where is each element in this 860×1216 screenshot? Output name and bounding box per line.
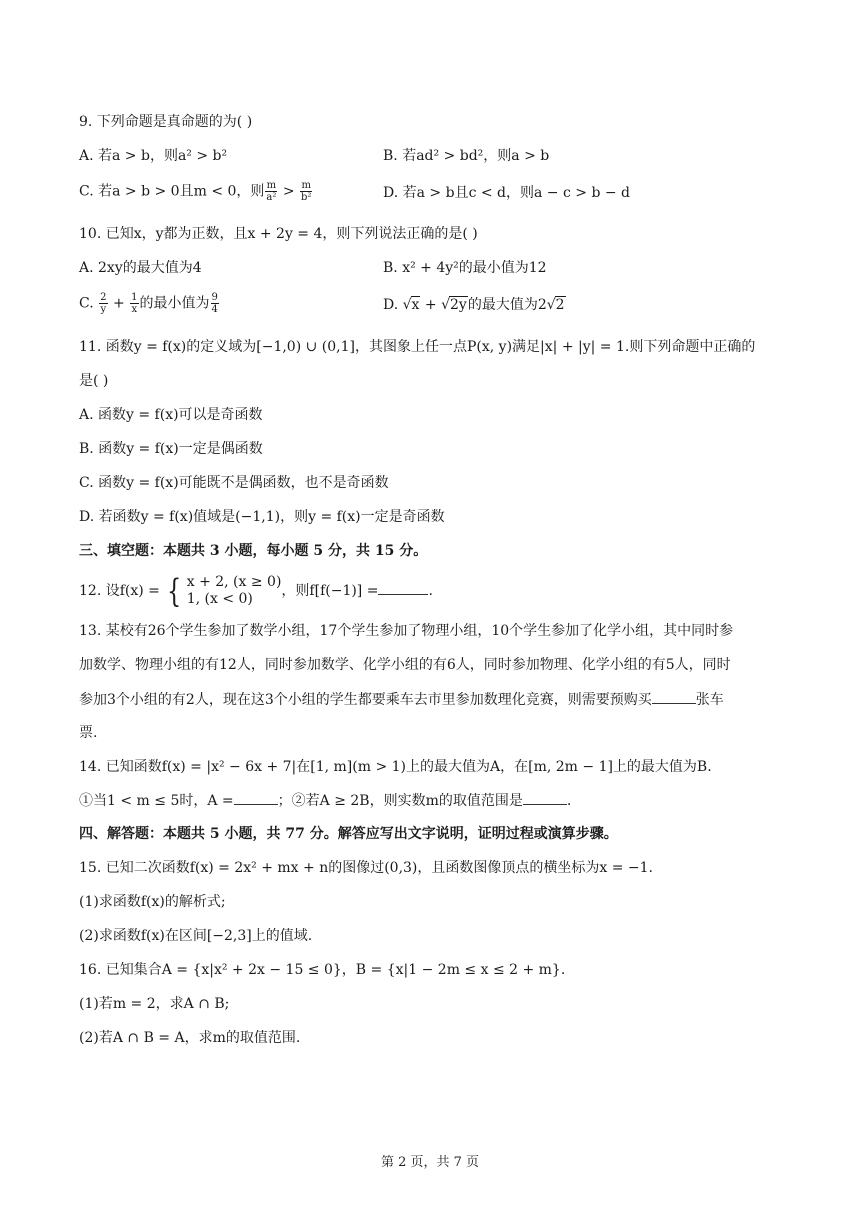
left-brace: { — [167, 572, 182, 610]
q9-option-a: A. 若a > b，则a² > b² — [79, 148, 228, 164]
q14-text: . — [566, 793, 572, 809]
q10-stem: 10. 已知x，y都为正数，且x + 2y = 4，则下列说法正确的是( ) — [79, 226, 478, 242]
q14-line2 — [79, 790, 571, 811]
option-text: D. √ — [383, 297, 412, 313]
q12-text: 12. 设f(x) = — [79, 583, 165, 599]
fraction-numerator: 2 — [100, 292, 107, 303]
answer-blank[interactable] — [523, 790, 567, 805]
q11-option-b: B. 函数y = f(x)一定是偶函数 — [79, 441, 263, 457]
sqrt-radicand: 2y — [450, 297, 467, 313]
q9-option-b: B. 若ad² > bd²，则a > b — [383, 148, 550, 164]
q15-part2: (2)求函数f(x)在区间[−2,3]上的值域. — [79, 928, 313, 944]
answer-blank[interactable] — [234, 790, 278, 805]
piecewise-cases — [187, 574, 282, 608]
q9-option-c-text: C. 若a > b > 0且m < 0，则 — [79, 183, 265, 200]
fraction-denominator: a² — [266, 192, 277, 203]
fraction-numerator: m — [266, 180, 277, 191]
q16-part2: (2)若A ∩ B = A，求m的取值范围. — [79, 1030, 301, 1046]
q16-stem: 16. 已知集合A = {x|x² + 2x − 15 ≤ 0}，B = {x|1 − 2m ≤ x ≤ 2 + m}. — [79, 962, 566, 978]
answer-blank[interactable] — [652, 689, 696, 704]
q12-text: ，则f[f(−1)] = — [281, 583, 379, 599]
q10-option-d — [383, 295, 566, 315]
q13-text: 参加3个小组的有2人，现在这3个小组的学生都要乘车去市里参加数理化竞赛，则需要预购买 — [79, 692, 652, 708]
q13-line1: 13. 某校有26个学生参加了数学小组，17个学生参加了物理小组，10个学生参加了化学小组，其中同时参 — [79, 623, 734, 639]
q13-text: 张车 — [695, 692, 724, 708]
q11-option-c: C. 函数y = f(x)可能既不是偶函数，也不是奇函数 — [79, 475, 389, 491]
answer-blank[interactable] — [378, 580, 428, 595]
q10-fraction-1 — [99, 292, 107, 315]
q9-stem: 9. 下列命题是真命题的为( ) — [79, 114, 253, 130]
q11-stem-line1: 11. 函数y = f(x)的定义域为[−1,0) ∪ (0,1]，其图象上任一点P(x, y)满足|x| + |y| = 1.则下列命题中正确的 — [79, 339, 756, 355]
fraction-denominator: y — [100, 304, 107, 315]
fraction-denominator: x — [131, 304, 138, 315]
section-4-heading: 四、解答题：本题共 5 小题，共 77 分。解答应写出文字说明，证明过程或演算步骤。 — [79, 826, 618, 842]
q10-fraction-3 — [211, 292, 219, 315]
option-text: 的最大值为2√ — [467, 297, 556, 313]
option-text: + √ — [420, 297, 451, 313]
gt-sign: > — [278, 183, 300, 200]
q10-option-c — [79, 292, 220, 315]
case-2: 1, (x < 0) — [186, 591, 253, 607]
q14-line1: 14. 已知函数f(x) = |x² − 6x + 7|在[1, m](m > 1)上的最大值为A，在[m, 2m − 1]上的最大值为B. — [79, 759, 712, 775]
fraction-denominator: 4 — [211, 304, 218, 315]
q15-part1: (1)求函数f(x)的解析式; — [79, 894, 226, 910]
fraction-numerator: m — [301, 180, 311, 191]
q10-option-b: B. x² + 4y²的最小值为12 — [383, 260, 547, 276]
sqrt-radicand: x — [411, 297, 420, 313]
q12-text: . — [428, 583, 433, 599]
option-label: C. — [79, 295, 99, 312]
fraction-numerator: 9 — [211, 292, 218, 303]
q9-option-c — [79, 180, 313, 203]
section-3-heading: 三、填空题：本题共 3 小题，每小题 5 分，共 15 分。 — [79, 543, 428, 559]
q13-line2: 加数学、物理小组的有12人，同时参加数学、化学小组的有6人，同时参加物理、化学小组的有5人，同时 — [79, 657, 731, 673]
q16-part1: (1)若m = 2，求A ∩ B; — [79, 996, 230, 1012]
q11-stem-line2: 是( ) — [79, 373, 109, 389]
q9-fraction-1 — [265, 180, 277, 203]
q10-fraction-2 — [130, 292, 138, 315]
option-text: 的最小值为 — [139, 295, 210, 312]
page-footer: 第 2 页，共 7 页 — [380, 1155, 480, 1170]
q13-line4: 票. — [79, 725, 98, 741]
fraction-numerator: 1 — [131, 292, 138, 303]
q13-line3 — [79, 689, 724, 710]
case-1: x + 2, (x ≥ 0) — [186, 574, 282, 590]
q15-stem: 15. 已知二次函数f(x) = 2x² + mx + n的图像过(0,3)，且函数图像顶点的横坐标为x = −1. — [79, 860, 654, 876]
q14-text: ①当1 < m ≤ 5时，A = — [79, 793, 234, 809]
fraction-denominator: b² — [301, 192, 312, 203]
q9-option-d: D. 若a > b且c < d，则a − c > b − d — [383, 185, 631, 201]
q14-text: ；②若A ≥ 2B，则实数m的取值范围是 — [277, 793, 523, 809]
q9-fraction-2 — [300, 180, 312, 203]
sqrt-radicand: 2 — [555, 297, 565, 313]
q11-option-d: D. 若函数y = f(x)值域是(−1,1)，则y = f(x)一定是奇函数 — [79, 509, 445, 525]
q10-option-a: A. 2xy的最大值为4 — [79, 260, 202, 276]
q12-line — [79, 574, 433, 608]
plus-sign: + — [108, 295, 130, 312]
q11-option-a: A. 函数y = f(x)可以是奇函数 — [79, 407, 263, 423]
